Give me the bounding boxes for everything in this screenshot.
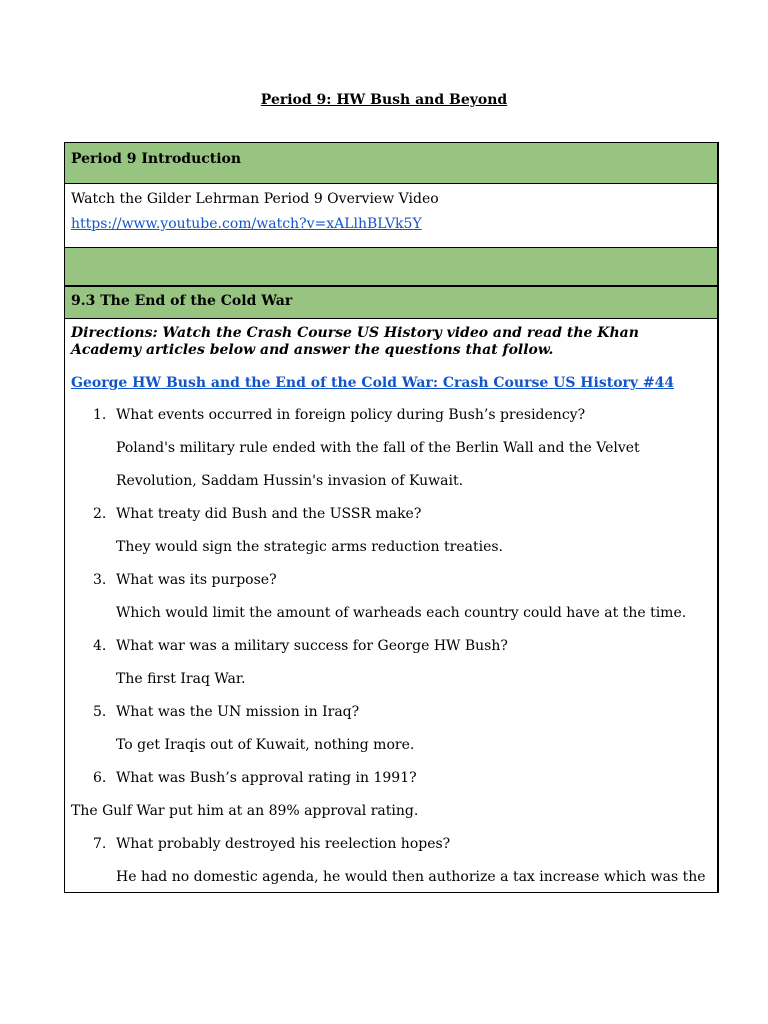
answer-text: Which would limit the amount of warheads each country could have at the time. [116,605,687,621]
section-header: 9.3 The End of the Cold War [65,287,717,319]
question-text: What war was a military success for George HW Bush? [116,638,508,654]
answer-text: The Gulf War put him at an 89% approval rating. [71,803,419,819]
intro-header: Period 9 Introduction [65,143,717,184]
question-item: 3. What was its purpose? [93,572,277,588]
answer-text: He had no domestic agenda, he would then authorize a tax increase which was the [116,869,706,885]
question-item: 7. What probably destroyed his reelection hopes? [93,836,451,852]
intro-text: Watch the Gilder Lehrman Period 9 Overview Video [71,191,439,207]
question-item: 5. What was the UN mission in Iraq? [93,704,360,720]
question-item: 2. What treaty did Bush and the USSR make? [93,506,422,522]
question-item: 6. What was Bush’s approval rating in 1991? [93,770,417,786]
section-content [65,319,717,893]
answer-text: To get Iraqis out of Kuwait, nothing more. [116,737,415,753]
answer-text: They would sign the strategic arms reduction treaties. [116,539,503,555]
question-item: 4. What war was a military success for George HW Bush? [93,638,508,654]
answer-text: Poland's military rule ended with the fall of the Berlin Wall and the Velvet [116,440,640,456]
answer-text: Revolution, Saddam Hussin's invasion of Kuwait. [116,473,464,489]
crash-course-video-link[interactable]: George HW Bush and the End of the Cold War: Crash Course US History #44 [71,375,675,391]
question-text: What events occurred in foreign policy during Bush’s presidency? [116,407,586,423]
question-text: What treaty did Bush and the USSR make? [116,506,422,522]
worksheet-table [64,142,719,893]
page-title: Period 9: HW Bush and Beyond [260,92,508,108]
intro-body [65,184,717,248]
question-text: What was its purpose? [116,572,277,588]
question-item: 1. What events occurred in foreign policy during Bush’s presidency? [93,407,586,423]
question-text: What was Bush’s approval rating in 1991? [116,770,417,786]
empty-green-row [65,248,717,287]
question-text: What probably destroyed his reelection hopes? [116,836,451,852]
directions-text: Directions: Watch the Crash Course US History video and read the Khan Academy articles below and answer the questions that follow. [71,325,639,358]
question-text: What was the UN mission in Iraq? [116,704,360,720]
overview-video-link[interactable]: https://www.youtube.com/watch?v=xALlhBLVk5Y [71,216,422,232]
answer-text: The first Iraq War. [116,671,246,687]
